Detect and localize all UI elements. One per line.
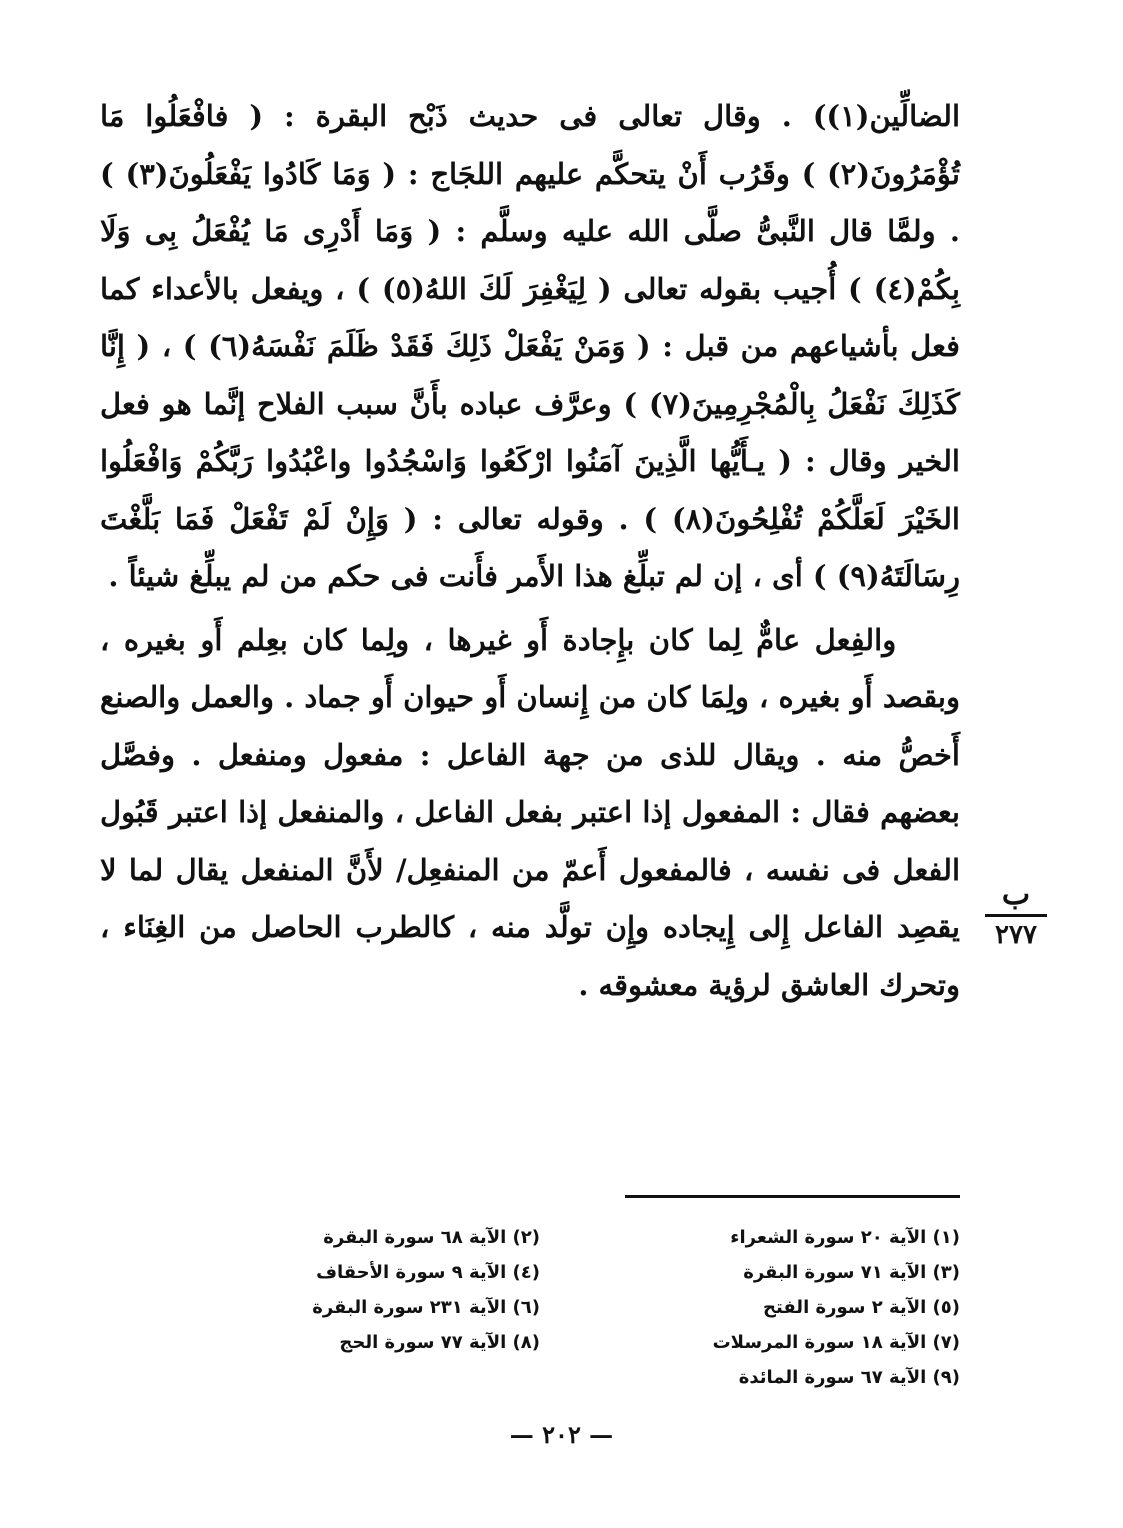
- footnote-item: (٤) الآية ٩ سورة الأحقاف: [316, 1262, 540, 1283]
- footnote-item: (٥) الآية ٢ سورة الفتح: [763, 1297, 960, 1318]
- folio-side-letter: ب: [1001, 877, 1031, 912]
- footnotes-right-column: [640, 1220, 960, 1395]
- footnote-item: (٣) الآية ٧١ سورة البقرة: [743, 1262, 960, 1283]
- folio-number: ٢٧٧: [995, 920, 1037, 950]
- footnotes-left-column: [220, 1220, 540, 1360]
- footnote-item: (٢) الآية ٦٨ سورة البقرة: [323, 1227, 540, 1248]
- manuscript-folio-marker: [985, 878, 1047, 950]
- paragraph-2: والفِعل عامٌّ لِما كان بإِجادة أَو غيرها ، ولِما كان بعِلم أَو بغيره ، وبقصد أَو بغيره ، ولِمَا كان من إِنسان أَو حيوان أَو جماد . والعمل والصنع أَخصُّ منه . ويقال للذى من جهة الفاعل : مفعول ومنفعل . وفصَّل بعضهم فقال : المفعول إذا اعتبر بفعل الفاعل ، والمنفعل إذا اعتبر قَبُول الفعل فى نفسه ، فالمفعول أَعمّ من المنفعِل/ لأَنَّ المنفعل يقال لما لا يقصِد الفاعل إِلى إِيجاده وإِن تولَّد منه ، كالطرب الحاصل من الغِنَاء ، وتحرك العاشق لرؤية معشوقه .: [100, 622, 960, 1002]
- footnote-item: (٩) الآية ٦٧ سورة المائدة: [738, 1367, 960, 1388]
- footnote-item: (٨) الآية ٧٧ سورة الحج: [339, 1332, 540, 1353]
- main-text: [100, 88, 960, 1014]
- folio-rule: [985, 914, 1047, 917]
- page-number: — ٢٠٢ —: [509, 1420, 614, 1449]
- paragraph-1: الضالِّين(١)) . وقال تعالى فى حديث ذَبْح البقرة : ( فافْعَلُوا مَا تُؤْمَرُونَ(٢) ) وقَرُب أَنْ يتحكَّم عليهم اللجَاج : ( وَمَا كَادُوا يَفْعَلُونَ(٣) ) . ولمَّا قال النَّبىُّ صلَّى الله عليه وسلَّم : ( وَمَا أَدْرِى مَا يُفْعَلُ بِى وَلَا بِكُمْ(٤) ) أُجيب بقوله تعالى ( لِيَغْفِرَ لَكَ اللهُ(٥) ) ، ويفعل بالأعداء كما فعل بأشياعهم من قبل : ( وَمَنْ يَفْعَلْ ذَلِكَ فَقَدْ ظَلَمَ نَفْسَهُ(٦) ) ، ( إِنَّا كَذَلِكَ نَفْعَلُ بِالْمُجْرِمِينَ(٧) ) وعرَّف عباده بأَنَّ سبب الفلاح إنَّما هو فعل الخير وقال : ( يـأَيُّها الَّذِينَ آمَنُوا ارْكَعُوا وَاسْجُدُوا واعْبُدُوا رَبَّكُمْ وَافْعَلُوا الخَيْرَ لَعَلَّكُمْ تُفْلِحُونَ(٨) ) . وقوله تعالى : ( وَإِنْ لَمْ تَفْعَلْ فَمَا بَلَّغْتَ رِسَالَتَهُ(٩) ) أى ، إن لم تبلِّغ هذا الأَمر فأَنت فى حكم من لم يبلِّغ شيئاً .: [100, 99, 960, 593]
- footnotes: [240, 1220, 960, 1390]
- footnote-separator: [625, 1195, 960, 1198]
- footnote-item: (٦) الآية ٢٣١ سورة البقرة: [312, 1297, 540, 1318]
- footnote-item: (١) الآية ٢٠ سورة الشعراء: [730, 1227, 960, 1248]
- footnote-item: (٧) الآية ١٨ سورة المرسلات: [712, 1332, 960, 1353]
